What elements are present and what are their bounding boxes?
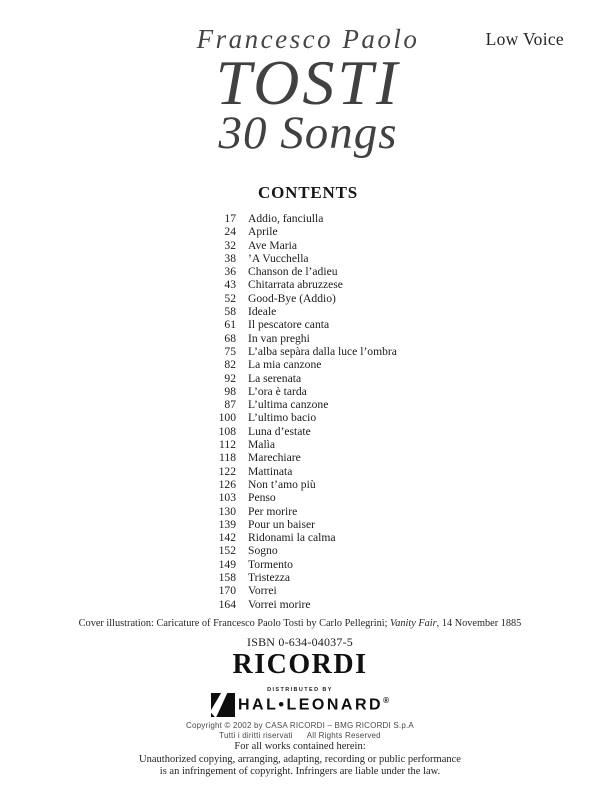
contents-row xyxy=(0,265,600,278)
song-title: L’ultimo bacio xyxy=(248,411,317,425)
contents-row xyxy=(0,305,600,318)
song-page-number: 112 xyxy=(219,438,236,452)
legal-line1: For all works contained herein: xyxy=(234,741,366,752)
song-page-number: 158 xyxy=(218,571,236,585)
cover-note-publication: Vanity Fair xyxy=(390,618,437,629)
song-title: La mia canzone xyxy=(248,358,322,372)
legal-line3: is an infringement of copyright. Infringers are liable under the law. xyxy=(159,766,441,778)
cover-illustration-note xyxy=(0,618,600,629)
song-title: Ideale xyxy=(248,305,277,319)
contents-row xyxy=(0,465,600,478)
registered-trademark-symbol: ® xyxy=(383,695,389,705)
song-page-number: 43 xyxy=(224,278,236,292)
contents-row xyxy=(0,385,600,398)
collection-title: 30 Songs xyxy=(218,107,398,159)
author-surname-title: TOSTI xyxy=(215,47,401,118)
song-page-number: 32 xyxy=(224,238,236,252)
cover-note-suffix: , 14 November 1885 xyxy=(436,618,522,629)
song-page-number: 17 xyxy=(224,212,236,225)
song-page-number: 58 xyxy=(224,305,236,319)
contents-row xyxy=(0,252,600,265)
contents-row xyxy=(0,239,600,252)
song-page-number: 122 xyxy=(218,464,236,478)
song-title: Penso xyxy=(248,491,276,505)
song-title: Mattinata xyxy=(248,464,293,478)
song-title: Addio, fanciulla xyxy=(248,212,324,225)
isbn: ISBN 0-634-04037-5 xyxy=(247,635,353,649)
song-title: L’alba sepàra dalla luce l’ombra xyxy=(248,344,397,358)
contents-heading: CONTENTS xyxy=(258,183,358,202)
song-title: Marechiare xyxy=(248,451,301,465)
contents-row xyxy=(0,318,600,331)
rights-italian: Tutti i diritti riservati xyxy=(219,730,293,740)
song-title: Chitarrata abruzzese xyxy=(248,278,343,292)
copyright-line2 xyxy=(0,731,600,741)
author-first-names: Francesco Paolo xyxy=(196,24,420,54)
song-page-number: 38 xyxy=(224,251,236,265)
hal-leonard-logo xyxy=(0,693,600,717)
song-page-number: 130 xyxy=(218,504,236,518)
contents-row xyxy=(0,571,600,584)
song-page-number: 24 xyxy=(224,225,236,239)
edition-label: Low Voice xyxy=(485,29,564,49)
song-page-number: 100 xyxy=(218,411,236,425)
contents-row xyxy=(0,292,600,305)
contents-row xyxy=(0,478,600,491)
song-page-number: 82 xyxy=(224,358,236,372)
song-page-number: 87 xyxy=(224,398,236,412)
song-page-number: 108 xyxy=(218,424,236,438)
song-page-number: 98 xyxy=(224,384,236,398)
hal-leonard-icon xyxy=(211,693,235,717)
song-title: Vorrei xyxy=(248,584,277,598)
song-title: Non t’amo più xyxy=(248,477,316,491)
song-title: Per morire xyxy=(248,504,298,518)
copyright-line1: Copyright © 2002 by CASA RICORDI – BMG RICORDI S.p.A xyxy=(186,721,414,730)
song-title: Tristezza xyxy=(248,571,291,585)
copyright-block xyxy=(0,721,600,740)
contents-row xyxy=(0,584,600,597)
song-page-number: 75 xyxy=(224,344,236,358)
hal-leonard-text: HAL•LEONARD xyxy=(238,696,384,714)
contents-row xyxy=(0,425,600,438)
song-page-number: 164 xyxy=(218,597,236,611)
contents-row xyxy=(0,518,600,531)
legal-line2: Unauthorized copying, arranging, adapting, recording or public performance xyxy=(139,753,461,765)
song-title: In van preghi xyxy=(248,331,310,345)
contents-row xyxy=(0,278,600,291)
contents-list xyxy=(0,212,600,611)
contents-row xyxy=(0,491,600,504)
ricordi-logo: RICORDI xyxy=(232,649,368,680)
legal-notice xyxy=(0,741,600,779)
song-title: Sogno xyxy=(248,544,278,558)
song-page-number: 149 xyxy=(218,557,236,571)
contents-row xyxy=(0,598,600,611)
song-title: L’ultima canzone xyxy=(248,398,329,412)
contents-row xyxy=(0,411,600,424)
song-page-number: 68 xyxy=(224,331,236,345)
contents-row xyxy=(0,505,600,518)
contents-row xyxy=(0,558,600,571)
contents-row xyxy=(0,332,600,345)
contents-row xyxy=(0,451,600,464)
song-page-number: 36 xyxy=(224,265,236,279)
song-title: Aprile xyxy=(248,225,278,239)
song-title: Tormento xyxy=(248,557,293,571)
song-page-number: 61 xyxy=(224,318,236,332)
song-page-number: 126 xyxy=(218,477,236,491)
song-page-number: 142 xyxy=(218,531,236,545)
contents-row xyxy=(0,544,600,557)
song-page-number: 152 xyxy=(218,544,236,558)
hal-leonard-wordmark xyxy=(238,696,389,714)
contents-row xyxy=(0,358,600,371)
song-page-number: 103 xyxy=(218,491,236,505)
song-title: Luna d’estate xyxy=(248,424,311,438)
song-title: Good-Bye (Addio) xyxy=(248,291,336,305)
distributed-by-label: DISTRIBUTED BY xyxy=(267,687,333,693)
song-title: Pour un baiser xyxy=(248,517,315,531)
song-page-number: 118 xyxy=(219,451,236,465)
song-title: Malìa xyxy=(248,438,276,452)
song-page-number: 139 xyxy=(218,517,236,531)
cover-note-prefix: Cover illustration: Caricature of Francesco Paolo Tosti by Carlo Pellegrini; xyxy=(78,618,391,629)
song-title: L’ora è tarda xyxy=(248,384,307,398)
rights-english: All Rights Reserved xyxy=(306,730,381,740)
song-title: Ave Maria xyxy=(248,238,298,252)
contents-row xyxy=(0,372,600,385)
song-page-number: 170 xyxy=(218,584,236,598)
song-title: Il pescatore canta xyxy=(248,318,330,332)
contents-row xyxy=(0,531,600,544)
contents-row xyxy=(0,225,600,238)
song-page-number: 52 xyxy=(224,291,236,305)
contents-row xyxy=(0,345,600,358)
song-title: La serenata xyxy=(248,371,302,385)
contents-row xyxy=(0,212,600,225)
song-title: ’A Vucchella xyxy=(248,251,309,265)
contents-row xyxy=(0,438,600,451)
contents-row xyxy=(0,398,600,411)
song-title: Chanson de l’adieu xyxy=(248,265,338,279)
song-title: Vorrei morire xyxy=(248,597,311,611)
song-title: Ridonami la calma xyxy=(248,531,336,545)
song-page-number: 92 xyxy=(224,371,236,385)
